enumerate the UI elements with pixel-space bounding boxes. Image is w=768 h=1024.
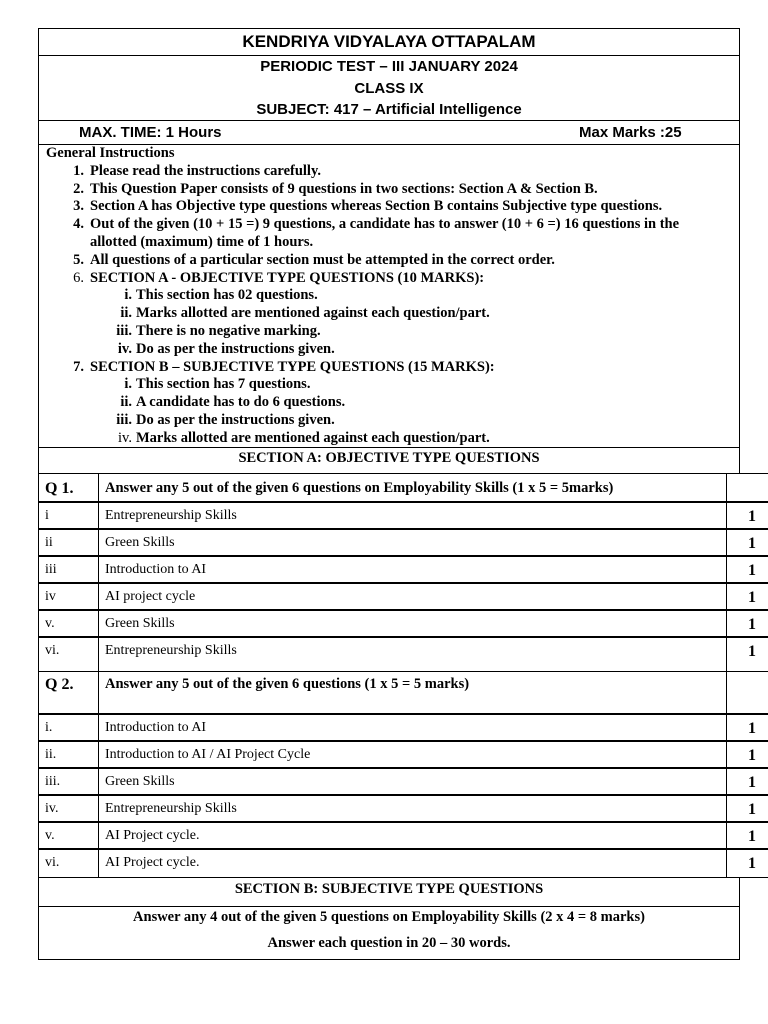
table-row xyxy=(38,795,756,823)
instruction-item: 3. Section A has Objective type questions whereas Section B contains Subjective type questions. xyxy=(73,198,663,215)
general-instructions xyxy=(46,145,726,448)
row-topic: Green Skills xyxy=(98,767,727,796)
table-row xyxy=(38,529,756,557)
table-row xyxy=(38,822,756,850)
row-topic: Green Skills xyxy=(98,609,727,638)
row-marks: 1 xyxy=(726,501,768,530)
row-marks: 1 xyxy=(726,636,768,672)
table-row xyxy=(38,583,756,611)
max-time: MAX. TIME: 1 Hours xyxy=(79,124,222,141)
row-number: vi. xyxy=(38,636,99,672)
q1-text: Answer any 5 out of the given 6 questions on Employability Skills (1 x 5 = 5marks) xyxy=(98,473,727,503)
row-number: ii. xyxy=(38,740,99,769)
row-number: iii xyxy=(38,555,99,584)
instructions-title: General Instructions xyxy=(46,145,175,161)
table-row xyxy=(38,637,756,672)
row-marks: 1 xyxy=(726,848,768,878)
row-marks: 1 xyxy=(726,767,768,796)
sectionB-subitem: iv. Marks allotted are mentioned against each question/part. xyxy=(118,429,490,446)
row-number: v. xyxy=(38,609,99,638)
row-number: i xyxy=(38,501,99,530)
instruction-item: 5. All questions of a particular section must be attempted in the correct order. xyxy=(73,251,555,268)
q1-header-row xyxy=(38,474,740,503)
row-marks: 1 xyxy=(726,555,768,584)
table-row xyxy=(38,768,756,796)
row-topic: Introduction to AI / AI Project Cycle xyxy=(98,740,727,769)
table-row xyxy=(38,556,756,584)
table-row xyxy=(38,714,756,742)
sectionB-subitem: ii. A candidate has to do 6 questions. xyxy=(120,394,346,411)
row-topic: Entrepreneurship Skills xyxy=(98,794,727,823)
q2-number: Q 2. xyxy=(38,671,99,715)
class-name: CLASS IX xyxy=(354,80,424,97)
row-topic: Green Skills xyxy=(98,528,727,557)
row-topic: AI Project cycle. xyxy=(98,848,727,878)
table-row xyxy=(38,502,756,530)
school-name: KENDRIYA VIDYALAYA OTTAPALAM xyxy=(242,32,536,51)
row-marks: 1 xyxy=(726,740,768,769)
header-title-box xyxy=(38,28,740,56)
row-number: iv. xyxy=(38,794,99,823)
row-topic: AI project cycle xyxy=(98,582,727,611)
sectionB-title-box xyxy=(38,877,740,907)
sectionA-subitem: iii. There is no negative marking. xyxy=(116,322,321,339)
sectionA-title: SECTION A: OBJECTIVE TYPE QUESTIONS xyxy=(238,450,540,466)
sectionB-instructions-box xyxy=(38,906,740,960)
row-marks: 1 xyxy=(726,528,768,557)
q1-marks-cell xyxy=(726,473,768,503)
instruction-item: 7. SECTION B – SUBJECTIVE TYPE QUESTIONS (15 MARKS): xyxy=(73,358,495,375)
row-marks: 1 xyxy=(726,821,768,850)
sectionB-subitem: iii. Do as per the instructions given. xyxy=(116,411,335,428)
instruction-item: 1. Please read the instructions carefully. xyxy=(73,162,322,179)
row-marks: 1 xyxy=(726,794,768,823)
max-marks: Max Marks :25 xyxy=(579,124,682,141)
row-number: iv xyxy=(38,582,99,611)
q2-marks-cell xyxy=(726,671,768,715)
row-number: ii xyxy=(38,528,99,557)
instruction-item: 6. SECTION A - OBJECTIVE TYPE QUESTIONS (10 MARKS): xyxy=(73,269,485,286)
row-topic: Entrepreneurship Skills xyxy=(98,636,727,672)
q1-number: Q 1. xyxy=(38,473,99,503)
row-marks: 1 xyxy=(726,582,768,611)
sectionA-subitem: iv. Do as per the instructions given. xyxy=(117,340,335,357)
row-number: iii. xyxy=(38,767,99,796)
sectionB-line2: Answer each question in 20 – 30 words. xyxy=(267,935,511,951)
row-topic: Introduction to AI xyxy=(98,713,727,742)
row-marks: 1 xyxy=(726,713,768,742)
sectionA-title-box xyxy=(38,447,740,474)
row-topic: Introduction to AI xyxy=(98,555,727,584)
sectionB-subitem: i. This section has 7 questions. xyxy=(124,376,311,393)
table-row xyxy=(38,610,756,638)
table-row xyxy=(38,849,756,878)
q2-header-row xyxy=(38,672,740,715)
sectionB-line1: Answer any 4 out of the given 5 questions on Employability Skills (2 x 4 = 8 marks) xyxy=(133,909,645,925)
sectionB-title: SECTION B: SUBJECTIVE TYPE QUESTIONS xyxy=(234,881,544,897)
test-name: PERIODIC TEST – III JANUARY 2024 xyxy=(260,58,518,75)
instruction-item: 2. This Question Paper consists of 9 questions in two sections: Section A & Section B. xyxy=(73,180,598,197)
table-row xyxy=(38,741,756,769)
q2-text: Answer any 5 out of the given 6 questions (1 x 5 = 5 marks) xyxy=(98,671,727,715)
row-number: v. xyxy=(38,821,99,850)
subject-name: SUBJECT: 417 – Artificial Intelligence xyxy=(256,101,522,118)
row-number: vi. xyxy=(38,848,99,878)
instruction-item: 4. Out of the given (10 + 15 =) 9 questions, a candidate has to answer (10 + 6 =) 16 questions in the allotted (maximum) time of 1 hours. xyxy=(73,216,680,250)
header-details-box xyxy=(38,55,740,121)
row-topic: AI Project cycle. xyxy=(98,821,727,850)
sectionA-subitem: ii. Marks allotted are mentioned against each question/part. xyxy=(120,305,490,322)
time-marks-box xyxy=(38,120,740,145)
row-number: i. xyxy=(38,713,99,742)
row-topic: Entrepreneurship Skills xyxy=(98,501,727,530)
sectionA-subitem: i. This section has 02 questions. xyxy=(124,287,318,304)
row-marks: 1 xyxy=(726,609,768,638)
